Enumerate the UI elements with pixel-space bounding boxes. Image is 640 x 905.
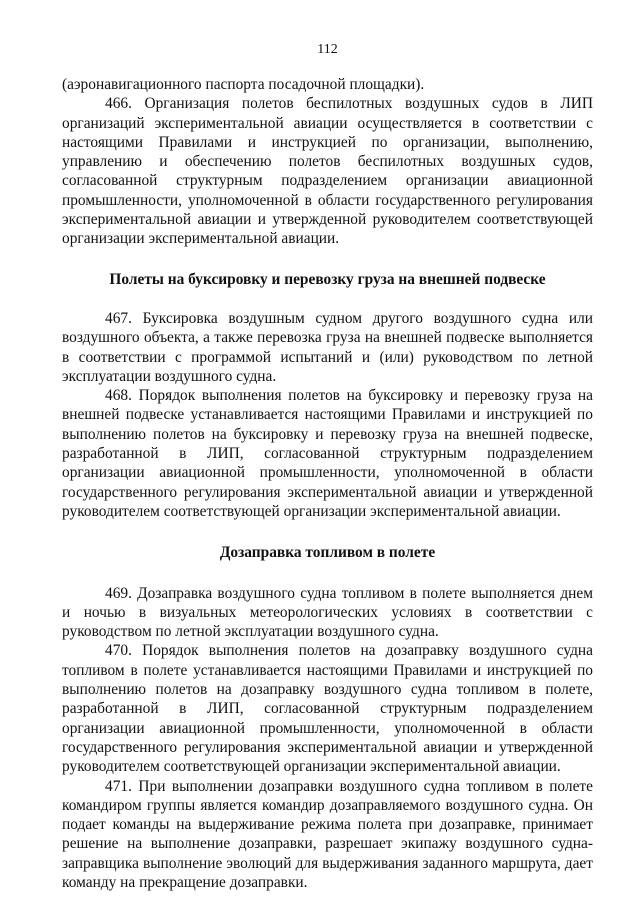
paragraph-467: 467. Буксировка воздушным судном другого воздушного судна или воздушного объекта, а также перевозка груза на внешней подвеске выполняется в соответствии с программой испытаний и (или) руководством по летной эксплуатации воздушного судна.	[62, 309, 593, 385]
section-heading-refueling: Дозаправка топливом в полете	[219, 544, 436, 562]
paragraph-470: 470. Порядок выполнения полетов на дозаправку воздушного судна топливом в полете устанавливается настоящими Правилами и инструкцией по выполнению полетов на дозаправку воздушного судна топливом в полете, разработанной в ЛИП, согласованной структурным подразделением организации авиационной промышленности, уполномоченной в области государственного регулирования экспериментальной авиации и утвержденной руководителем соответствующей организации экспериментальной авиации.	[62, 642, 593, 776]
paragraph-471: 471. При выполнении дозаправки воздушного судна топливом в полете командиром группы является командир дозаправляемого воздушного судна. Он подает команды на выдерживание режима полета при дозаправке, принимает решение на выполнение дозаправки, разрешает экипажу воздушного судна-заправщика выполнение эволюций для выдерживания заданного маршрута, дает команду на прекращение дозаправки.	[62, 777, 593, 891]
paragraph-469: 469. Дозаправка воздушного судна топливом в полете выполняется днем и ночью в визуальных метеорологических условиях в соответствии с руководством по летной эксплуатации воздушного судна.	[62, 584, 593, 641]
document-page	[62, 40, 593, 892]
paragraph-466: 466. Организация полетов беспилотных воздушных судов в ЛИП организаций экспериментальной авиации осуществляется в соответствии с настоящими Правилами и инструкцией по организации, выполнению, управлению и обеспечению полетов беспилотных воздушных судов, согласованной структурным подразделением организации авиационной промышленности, уполномоченной в области государственного регулирования экспериментальной авиации и утвержденной руководителем соответствующей организации экспериментальной авиации.	[62, 95, 593, 248]
paragraph-468: 468. Порядок выполнения полетов на буксировку и перевозку груза на внешней подвеске устанавливается настоящими Правилами и инструкцией по выполнению полетов на буксировку и перевозку груза на внешней подвеске, разработанной в ЛИП, согласованной структурным подразделением организации авиационной промышленности, уполномоченной в области государственного регулирования экспериментальной авиации и утвержденной руководителем соответствующей организации экспериментальной авиации.	[62, 387, 593, 520]
paragraph-continuation: (аэронавигационного паспорта посадочной площадки).	[62, 76, 425, 93]
page-number: 112	[317, 42, 338, 57]
section-heading-towing: Полеты на буксировку и перевозку груза на внешней подвеске	[109, 270, 546, 288]
